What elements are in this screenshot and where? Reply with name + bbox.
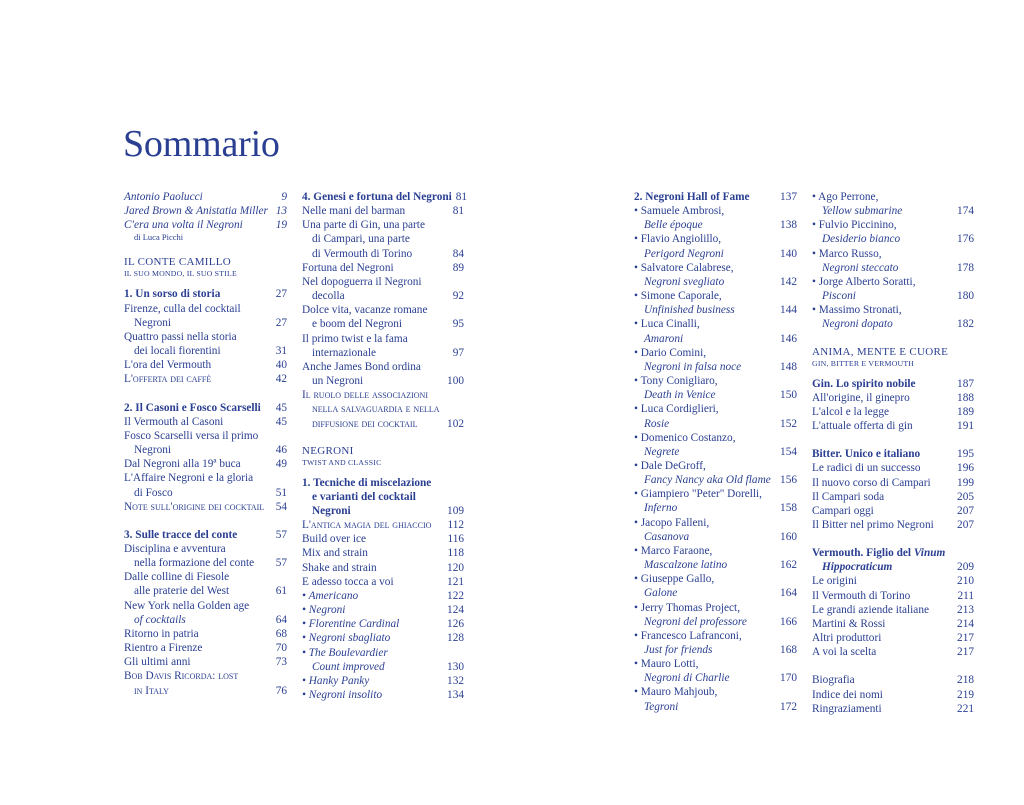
hall-of-fame-cocktail[interactable]: Fancy Nancy aka Old flame 156: [644, 474, 797, 487]
toc-entry[interactable]: Firenze, culla del cocktail: [124, 302, 241, 315]
toc-entry[interactable]: Gli ultimi anni 73: [124, 656, 287, 669]
hall-of-fame-cocktail[interactable]: Negroni di Charlie 170: [644, 672, 797, 685]
toc-entry[interactable]: Fosco Scarselli versa il primo: [124, 429, 259, 442]
toc-column-1: [124, 190, 287, 698]
toc-entry[interactable]: L'attuale offerta di gin 191: [812, 420, 974, 433]
hall-of-fame-bartender[interactable]: • Marco Faraone,: [634, 544, 713, 557]
toc-entry[interactable]: Martini & Rossi 214: [812, 617, 974, 630]
hall-of-fame-bartender[interactable]: • Luca Cordiglieri,: [634, 403, 719, 416]
toc-entry[interactable]: • Negroni 124: [302, 604, 464, 617]
hall-of-fame-cocktail[interactable]: Pisconi 180: [822, 290, 974, 303]
toc-entry[interactable]: Altri produttori 217: [812, 632, 974, 645]
toc-entry[interactable]: Negroni 46: [134, 444, 287, 457]
hall-of-fame-cocktail[interactable]: Amaroni 146: [644, 332, 797, 345]
hall-of-fame-bartender[interactable]: • Giuseppe Gallo,: [634, 573, 715, 586]
hall-of-fame-cocktail[interactable]: Negroni in falsa noce 148: [644, 360, 797, 373]
toc-entry[interactable]: di Campari, una parte: [312, 233, 410, 246]
toc-entry[interactable]: nella formazione del conte 57: [134, 557, 287, 570]
hall-of-fame-bartender[interactable]: • Francesco Lafranconi,: [634, 629, 742, 642]
chapter-heading[interactable]: 2. Il Casoni e Fosco Scarselli 45: [124, 401, 287, 414]
toc-entry[interactable]: Dal Negroni alla 19ª buca 49: [124, 458, 287, 471]
toc-entry[interactable]: Ritorno in patria 68: [124, 627, 287, 640]
hall-of-fame-cocktail[interactable]: Negroni steccato 178: [822, 261, 974, 274]
toc-entry[interactable]: New York nella Golden age: [124, 599, 250, 612]
hall-of-fame-bartender[interactable]: • Samuele Ambrosi,: [634, 205, 725, 218]
chapter-heading[interactable]: 1. Un sorso di storia 27: [124, 288, 287, 301]
toc-entry[interactable]: All'origine, il ginepro 188: [812, 391, 974, 404]
hall-of-fame-bartender[interactable]: • Salvatore Calabrese,: [634, 261, 734, 274]
hall-of-fame-bartender[interactable]: • Fulvio Piccinino,: [812, 219, 897, 232]
toc-entry[interactable]: nella salvaguardia e nella: [312, 403, 440, 416]
toc-entry[interactable]: decolla 92: [312, 290, 464, 303]
toc-entry[interactable]: Nelle mani del barman 81: [302, 205, 464, 218]
hall-of-fame-bartender[interactable]: • Giampiero "Peter" Dorelli,: [634, 488, 762, 501]
toc-entry[interactable]: C'era una volta il Negroni 19: [124, 219, 287, 232]
toc-entry[interactable]: Il ruolo delle associazioni: [302, 389, 429, 402]
chapter-heading[interactable]: Negroni 109: [312, 504, 464, 517]
section-title: ANIMA, MENTE E CUORE: [812, 345, 949, 358]
toc-entry[interactable]: Il Bitter nel primo Negroni 207: [812, 518, 974, 531]
hall-of-fame-bartender[interactable]: • Jacopo Falleni,: [634, 516, 710, 529]
hall-of-fame-cocktail[interactable]: Negrete 154: [644, 445, 797, 458]
toc-entry[interactable]: in Italy 76: [134, 684, 287, 697]
toc-entry[interactable]: internazionale 97: [312, 346, 464, 359]
section-title: IL CONTE CAMILLO: [124, 256, 232, 269]
toc-entry[interactable]: Fortuna del Negroni 89: [302, 261, 464, 274]
toc-entry[interactable]: Negroni 27: [134, 316, 287, 329]
toc-entry[interactable]: Shake and strain 120: [302, 561, 464, 574]
hall-of-fame-cocktail[interactable]: Unfinished business 144: [644, 304, 797, 317]
hall-of-fame-cocktail[interactable]: Just for friends 168: [644, 644, 797, 656]
toc-entry[interactable]: Note sull'origine dei cocktail 54: [124, 500, 287, 513]
hall-of-fame-cocktail[interactable]: Negroni svegliato 142: [644, 275, 797, 288]
toc-entry[interactable]: un Negroni 100: [312, 375, 464, 388]
hall-of-fame-bartender[interactable]: • Marco Russo,: [812, 247, 882, 260]
toc-entry[interactable]: • Negroni insolito 134: [302, 689, 464, 701]
toc-entry[interactable]: E adesso tocca a voi 121: [302, 575, 464, 588]
hall-of-fame-bartender[interactable]: • Jorge Alberto Soratti,: [812, 275, 916, 288]
hall-of-fame-cocktail[interactable]: Mascalzone latino 162: [644, 559, 797, 572]
toc-entry[interactable]: alle praterie del West 61: [134, 585, 287, 598]
section-subtitle: GIN, BITTER E VERMOUTH: [812, 358, 915, 368]
toc-column-3: [634, 190, 797, 714]
toc-entry[interactable]: diffusione dei cocktail 102: [312, 417, 464, 430]
toc-entry[interactable]: Jared Brown & Anistatia Miller 13: [124, 205, 287, 218]
toc-entry[interactable]: di Fosco 51: [134, 486, 287, 499]
chapter-heading[interactable]: 3. Sulle tracce del conte 57: [124, 528, 287, 541]
toc-entry[interactable]: Il Campari soda 205: [812, 490, 974, 503]
hall-of-fame-bartender[interactable]: • Massimo Stronati,: [812, 304, 902, 317]
toc-entry[interactable]: Biografia 218: [812, 674, 974, 687]
toc-entry[interactable]: Campari oggi 207: [812, 504, 974, 517]
toc-entry[interactable]: • The Boulevardier: [302, 646, 388, 659]
hall-of-fame-cocktail[interactable]: Perigord Negroni 140: [644, 247, 797, 260]
page-title: Sommario: [123, 123, 280, 165]
toc-entry[interactable]: L'alcol e la legge 189: [812, 405, 974, 418]
toc-entry[interactable]: A voi la scelta 217: [812, 646, 974, 659]
toc-entry[interactable]: Antonio Paolucci 9: [124, 191, 287, 203]
section-title: NEGRONI: [302, 444, 354, 457]
toc-entry[interactable]: Quattro passi nella storia: [124, 330, 237, 343]
toc-entry[interactable]: Disciplina e avventura: [124, 542, 226, 555]
toc-entry[interactable]: Una parte di Gin, una parte: [302, 219, 425, 232]
hall-of-fame-cocktail[interactable]: Inferno 158: [644, 502, 797, 515]
toc-entry[interactable]: L'offerta dei caffè 42: [124, 373, 287, 386]
toc-column-2: [302, 190, 468, 702]
chapter-heading[interactable]: Hippocraticum 209: [822, 561, 974, 574]
hall-of-fame-cocktail[interactable]: Yellow submarine 174: [822, 205, 974, 218]
toc-entry[interactable]: di Vermouth di Torino 84: [312, 247, 464, 260]
toc-entry[interactable]: Le origini 210: [812, 575, 974, 588]
toc-entry[interactable]: Ringraziamenti 221: [812, 702, 974, 715]
toc-entry[interactable]: Le radici di un successo 196: [812, 462, 974, 475]
toc-entry[interactable]: of cocktails 64: [134, 613, 287, 626]
toc-entry[interactable]: Anche James Bond ordina: [302, 360, 421, 373]
hall-of-fame-bartender[interactable]: • Flavio Angiolillo,: [634, 233, 722, 246]
hall-of-fame-cocktail[interactable]: Negroni dopato 182: [822, 318, 974, 331]
hall-of-fame-list: [812, 190, 974, 332]
hall-of-fame-bartender[interactable]: • Dale DeGroff,: [634, 459, 706, 472]
hall-of-fame-list: [634, 204, 797, 714]
chapter-heading[interactable]: 2. Negroni Hall of Fame 137: [634, 191, 797, 203]
hall-of-fame-bartender[interactable]: • Mauro Mahjoub,: [634, 686, 718, 699]
toc-entry[interactable]: Bob Davis Ricorda: lost: [124, 670, 239, 683]
hall-of-fame-cocktail[interactable]: Negroni del professore 166: [644, 615, 797, 628]
toc-entry[interactable]: dei locali fiorentini 31: [134, 345, 287, 358]
hall-of-fame-bartender[interactable]: • Tony Conigliaro,: [634, 375, 718, 388]
toc-entry[interactable]: e boom del Negroni 95: [312, 318, 464, 331]
toc-entry[interactable]: Indice dei nomi 219: [812, 688, 974, 701]
toc-entry[interactable]: Mix and strain 118: [302, 547, 464, 560]
chapter-heading[interactable]: e varianti del cocktail: [312, 490, 416, 503]
chapter-heading[interactable]: 4. Genesi e fortuna del Negroni 81: [302, 191, 468, 203]
toc-column-4: [812, 190, 974, 716]
hall-of-fame-cocktail[interactable]: Rosie 152: [644, 417, 797, 430]
chapter-heading[interactable]: Vermouth. Figlio del Vinum: [812, 547, 946, 560]
toc-entry[interactable]: Rientro a Firenze 70: [124, 642, 287, 655]
toc-entry[interactable]: • Hanky Panky 132: [302, 674, 464, 687]
hall-of-fame-bartender[interactable]: • Dario Comini,: [634, 346, 707, 359]
chapter-heading[interactable]: 1. Tecniche di miscelazione: [302, 476, 432, 489]
hall-of-fame-cocktail[interactable]: Galone 164: [644, 587, 797, 600]
toc-entry[interactable]: Dolce vita, vacanze romane: [302, 304, 428, 317]
byline: di Luca Picchi: [134, 232, 184, 243]
hall-of-fame-bartender[interactable]: • Ago Perrone,: [812, 191, 879, 203]
toc-entry[interactable]: L'antica magia del ghiaccio 112: [302, 519, 464, 532]
toc-entry[interactable]: Dalle colline di Fiesole: [124, 571, 230, 584]
hall-of-fame-cocktail[interactable]: Belle époque 138: [644, 219, 797, 232]
hall-of-fame-bartender[interactable]: • Luca Cinalli,: [634, 318, 700, 331]
toc-entry[interactable]: Il Vermouth al Casoni 45: [124, 415, 287, 428]
chapter-heading[interactable]: Bitter. Unico e italiano 195: [812, 448, 974, 461]
toc-entry[interactable]: Count improved 130: [312, 660, 464, 673]
hall-of-fame-bartender[interactable]: • Jerry Thomas Project,: [634, 601, 741, 614]
toc-entry[interactable]: Il primo twist e la fama: [302, 332, 408, 345]
hall-of-fame-cocktail[interactable]: Tegroni 172: [644, 700, 797, 713]
toc-entry[interactable]: • Negroni sbagliato 128: [302, 632, 464, 645]
hall-of-fame-bartender[interactable]: • Domenico Costanzo,: [634, 431, 736, 444]
toc-entry[interactable]: • Americano 122: [302, 589, 464, 602]
hall-of-fame-cocktail[interactable]: Casanova 160: [644, 530, 797, 543]
toc-entry[interactable]: Nel dopoguerra il Negroni: [302, 275, 422, 288]
hall-of-fame-cocktail[interactable]: Death in Venice 150: [644, 389, 797, 402]
toc-entry[interactable]: Il Vermouth di Torino 211: [812, 589, 974, 602]
hall-of-fame-cocktail[interactable]: Desiderio bianco 176: [822, 233, 974, 246]
toc-entry[interactable]: Le grandi aziende italiane 213: [812, 603, 974, 616]
toc-entry[interactable]: L'Affaire Negroni e la gloria: [124, 472, 254, 485]
toc-entry[interactable]: L'ora del Vermouth 40: [124, 359, 287, 372]
hall-of-fame-bartender[interactable]: • Mauro Lotti,: [634, 658, 699, 671]
section-subtitle: IL SUO MONDO, IL SUO STILE: [124, 269, 237, 279]
chapter-heading[interactable]: Gin. Lo spirito nobile 187: [812, 377, 974, 390]
toc-entry[interactable]: Build over ice 116: [302, 533, 464, 546]
toc-entry[interactable]: • Florentine Cardinal 126: [302, 618, 464, 631]
hall-of-fame-bartender[interactable]: • Simone Caporale,: [634, 290, 722, 303]
toc-entry[interactable]: Il nuovo corso di Campari 199: [812, 476, 974, 489]
section-subtitle: TWIST AND CLASSIC: [302, 457, 382, 467]
